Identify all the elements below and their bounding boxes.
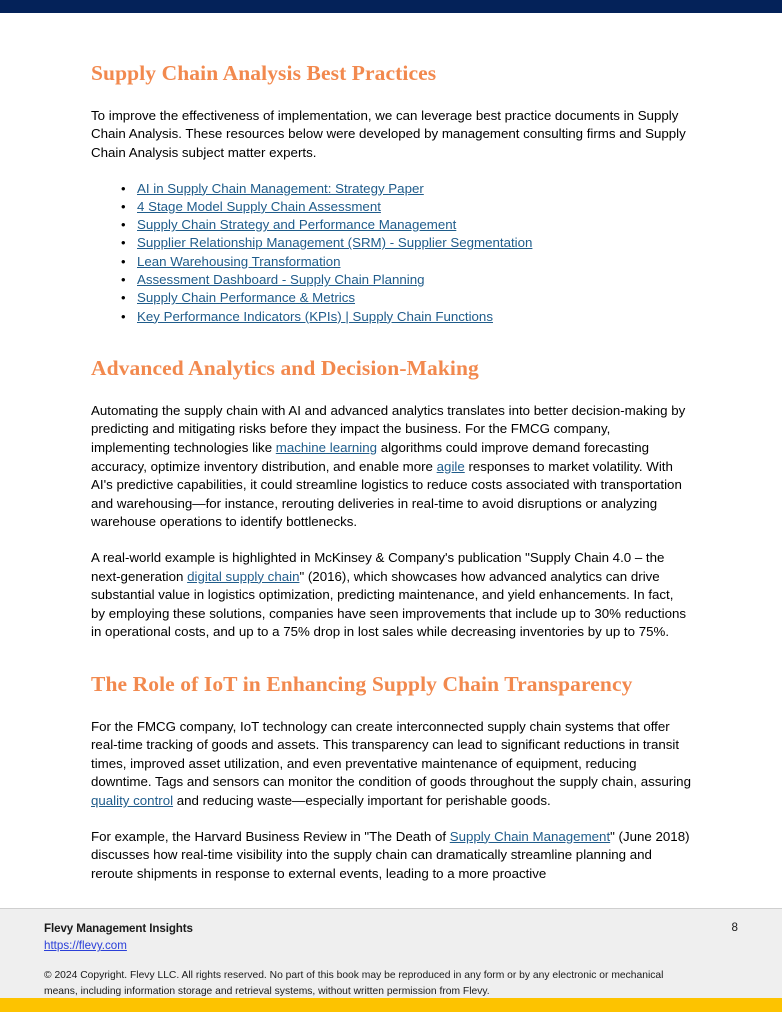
footer-brand-name: Flevy Management Insights: [44, 922, 193, 935]
resource-link-supply-chain-performance-and-metrics[interactable]: Supply Chain Performance & Metrics: [137, 290, 356, 306]
footer-copyright-text: © 2024 Copyright. Flevy LLC. All rights reserved. No part of this book may be reproduced in any form or by any electronic or mechanical means, including information storage and retrieval systems, without written permission from Flevy.: [44, 970, 664, 997]
inline-link-machine-learning[interactable]: machine learning: [275, 439, 378, 455]
iot-paragraph-1: [91, 718, 691, 811]
bullet-icon: •: [121, 253, 126, 269]
resource-link-key-performance-indicators-kpis[interactable]: Key Performance Indicators (KPIs) | Supply Chain Functions: [137, 308, 493, 324]
bullet-icon: •: [121, 308, 126, 324]
resource-link-supplier-relationship-management-srm[interactable]: Supplier Relationship Management (SRM) - Supplier Segmentation: [137, 235, 533, 251]
footer-content: [0, 909, 782, 999]
iot-paragraph-2: [91, 828, 691, 884]
section-heading-iot-transparency: The Role of IoT in Enhancing Supply Chain Transparency: [91, 671, 633, 696]
resource-link-list: [91, 180, 691, 326]
bullet-icon: •: [121, 180, 126, 196]
page-footer: [0, 908, 782, 998]
footer-website-link[interactable]: https://flevy.com: [44, 939, 127, 952]
resource-link-assessment-dashboard-supply-chain-planning[interactable]: Assessment Dashboard - Supply Chain Planning: [137, 272, 425, 288]
bottom-accent-bar: [0, 998, 782, 1012]
top-accent-bar: [0, 0, 782, 13]
best-practices-intro-paragraph: To improve the effectiveness of implementation, we can leverage best practice documents in Supply Chain Analysis. These resources below were developed by management consulting firms and Supply Chain Analysis subject matter experts.: [91, 107, 686, 160]
paragraph-text-fragment: algorithms could improve demand forecasting accuracy, optimize inventory distribution, and enable more: [91, 439, 650, 474]
inline-link-digital-supply-chain[interactable]: digital supply chain: [187, 568, 300, 584]
list-item[interactable]: [91, 271, 691, 289]
inline-link-agile[interactable]: agile: [436, 458, 465, 474]
bullet-icon: •: [121, 217, 126, 233]
inline-link-supply-chain-management[interactable]: Supply Chain Management: [449, 828, 611, 844]
list-item[interactable]: [91, 216, 691, 234]
list-item[interactable]: [91, 234, 691, 252]
list-item[interactable]: [91, 180, 691, 198]
bullet-icon: •: [121, 235, 126, 251]
inline-link-quality-control[interactable]: quality control: [91, 793, 174, 809]
advanced-analytics-paragraph-1: [91, 402, 691, 532]
section-heading-advanced-analytics: Advanced Analytics and Decision-Making: [91, 355, 479, 380]
resource-link-lean-warehousing-transformation[interactable]: Lean Warehousing Transformation: [137, 253, 341, 269]
list-item[interactable]: [91, 289, 691, 307]
resource-link-4-stage-model-supply-chain-assessment[interactable]: 4 Stage Model Supply Chain Assessment: [137, 198, 381, 214]
document-page: [0, 13, 782, 908]
resource-link-ai-in-supply-chain-management[interactable]: AI in Supply Chain Management: Strategy Paper: [137, 180, 424, 196]
paragraph-text-fragment: For the FMCG company, IoT technology can create interconnected supply chain systems that offer real-time tracking of goods and assets. This transparency can lead to significant reductions in transit times, improved asset utilization, and even preventative maintenance of equipment, reducing downtime. Tags and sensors can monitor the condition of goods throughout the supply chain, assuring: [91, 718, 691, 790]
bullet-icon: •: [121, 272, 126, 288]
advanced-analytics-paragraph-2: [91, 549, 691, 642]
page-number: 8: [731, 921, 738, 934]
paragraph-text-fragment: " (2016), which showcases how advanced analytics can drive substantial value in logistics optimization, predicting maintenance, and yield enhancements. In fact, by employing these solutions, companies have seen improvements that include up to 30% reductions in operational costs, and up to a 75% drop in lost sales while decreasing inventories by up to 75%.: [91, 568, 687, 640]
paragraph-text-fragment: For example, the Harvard Business Review in "The Death of: [91, 828, 450, 844]
paragraph-text-fragment: A real-world example is highlighted in McKinsey & Company's publication "Supply Chain 4.0 – the next-generation: [91, 549, 665, 584]
paragraph-text-fragment: " (June 2018) discusses how real-time visibility into the supply chain can dramatically streamline planning and reroute shipments in response to external events, leading to a more proactive: [91, 828, 690, 881]
paragraph-text-fragment: responses to market volatility. With AI's predictive capabilities, it could streamline logistics to reduce costs associated with transportation and warehousing—for instance, rerouting deliveries in real-time to avoid disruptions or analyzing warehouse operations to identify bottlenecks.: [91, 458, 682, 530]
list-item[interactable]: [91, 253, 691, 271]
page-title-best-practices: Supply Chain Analysis Best Practices: [91, 61, 437, 85]
bullet-icon: •: [121, 198, 126, 214]
list-item[interactable]: [91, 308, 691, 326]
page-content: [91, 61, 691, 900]
bullet-icon: •: [121, 290, 126, 306]
paragraph-text-fragment: and reducing waste—especially important for perishable goods.: [173, 793, 551, 809]
list-item[interactable]: [91, 198, 691, 216]
paragraph-text-fragment: Automating the supply chain with AI and advanced analytics translates into better decision-making by predicting and mitigating risks before they impact the business. For the FMCG company, implementing technologies like: [91, 402, 686, 455]
resource-link-supply-chain-strategy-and-performance-management[interactable]: Supply Chain Strategy and Performance Management: [137, 217, 457, 233]
